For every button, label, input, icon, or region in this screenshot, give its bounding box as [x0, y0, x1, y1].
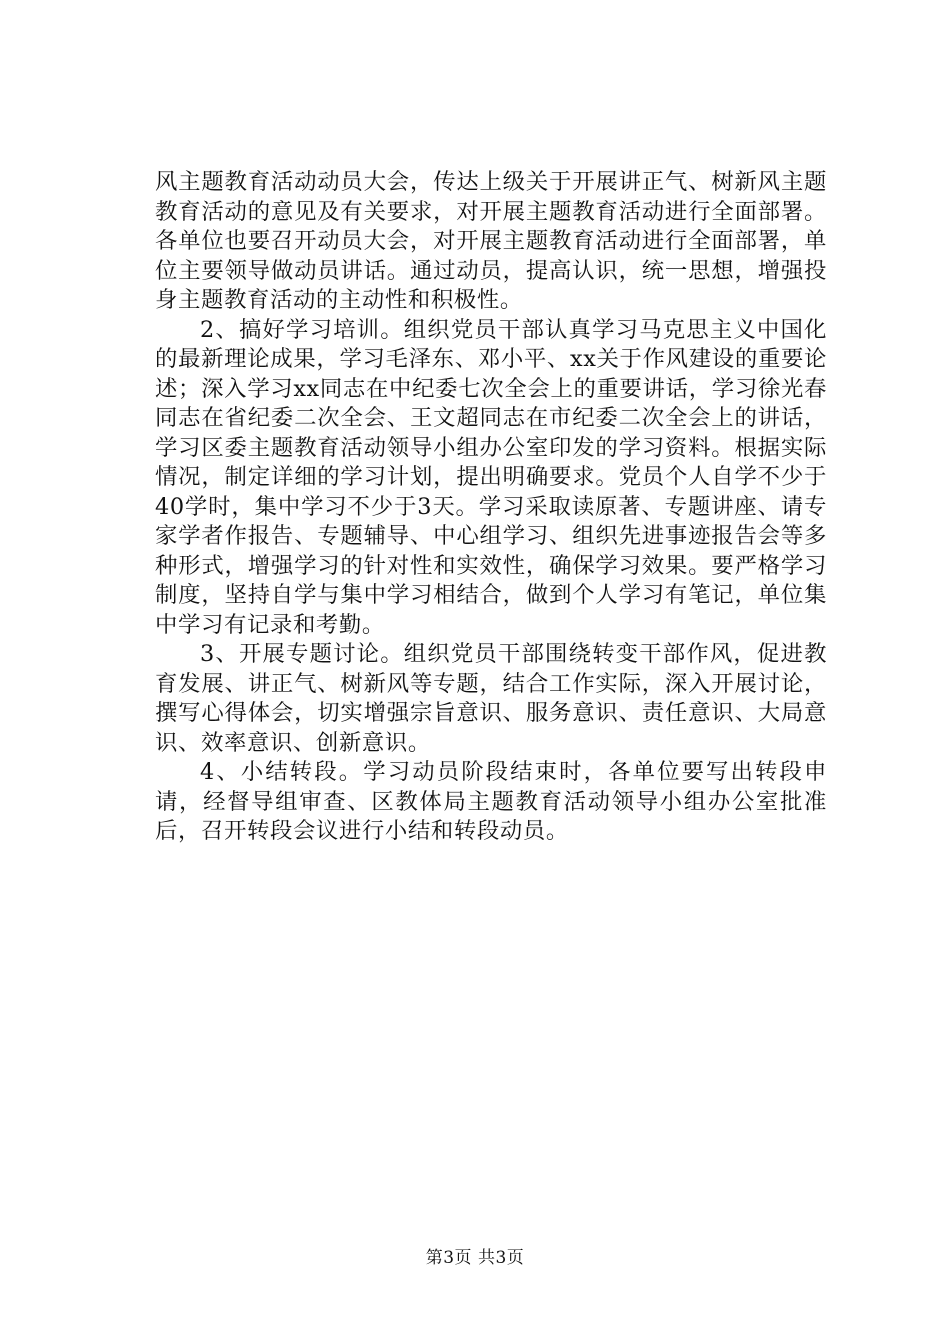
- paragraph-continuation: 风主题教育活动动员大会，传达上级关于开展讲正气、树新风主题教育活动的意见及有关要求，对开展主题教育活动进行全面部署。各单位也要召开动员大会，对开展主题教育活动进行全面部署，单位主要领导做动员讲话。通过动员，提高认识，统一思想，增强投身主题教育活动的主动性和积极性。: [155, 169, 827, 313]
- document-body: [155, 168, 827, 847]
- paragraph-study-training: 2、搞好学习培训。组织党员干部认真学习马克思主义中国化的最新理论成果，学习毛泽东、邓小平、xx关于作风建设的重要论述；深入学习xx同志在中纪委七次全会上的重要讲话，学习徐光春同志在省纪委二次全会、王文超同志在市纪委二次全会上的讲话，学习区委主题教育活动领导小组办公室印发的学习资料。根据实际情况，制定详细的学习计划，提出明确要求。党员个人自学不少于40学时，集中学习不少于3天。学习采取读原著、专题讲座、请专家学者作报告、专题辅导、中心组学习、组织先进事迹报告会等多种形式，增强学习的针对性和实效性，确保学习效果。要严格学习制度，坚持自学与集中学习相结合，做到个人学习有笔记，单位集中学习有记录和考勤。: [155, 316, 827, 638]
- paragraph-stage-summary: 4、小结转段。学习动员阶段结束时，各单位要写出转段申请，经督导组审查、区教体局主题教育活动领导小组办公室批准后，召开转段会议进行小结和转段动员。: [155, 759, 827, 844]
- page-number-footer: 第3页 共3页: [425, 1248, 525, 1268]
- paragraph-topic-discussion: 3、开展专题讨论。组织党员干部围绕转变干部作风，促进教育发展、讲正气、树新风等专题，结合工作实际，深入开展讨论，撰写心得体会，切实增强宗旨意识、服务意识、责任意识、大局意识、效率意识、创新意识。: [155, 641, 827, 756]
